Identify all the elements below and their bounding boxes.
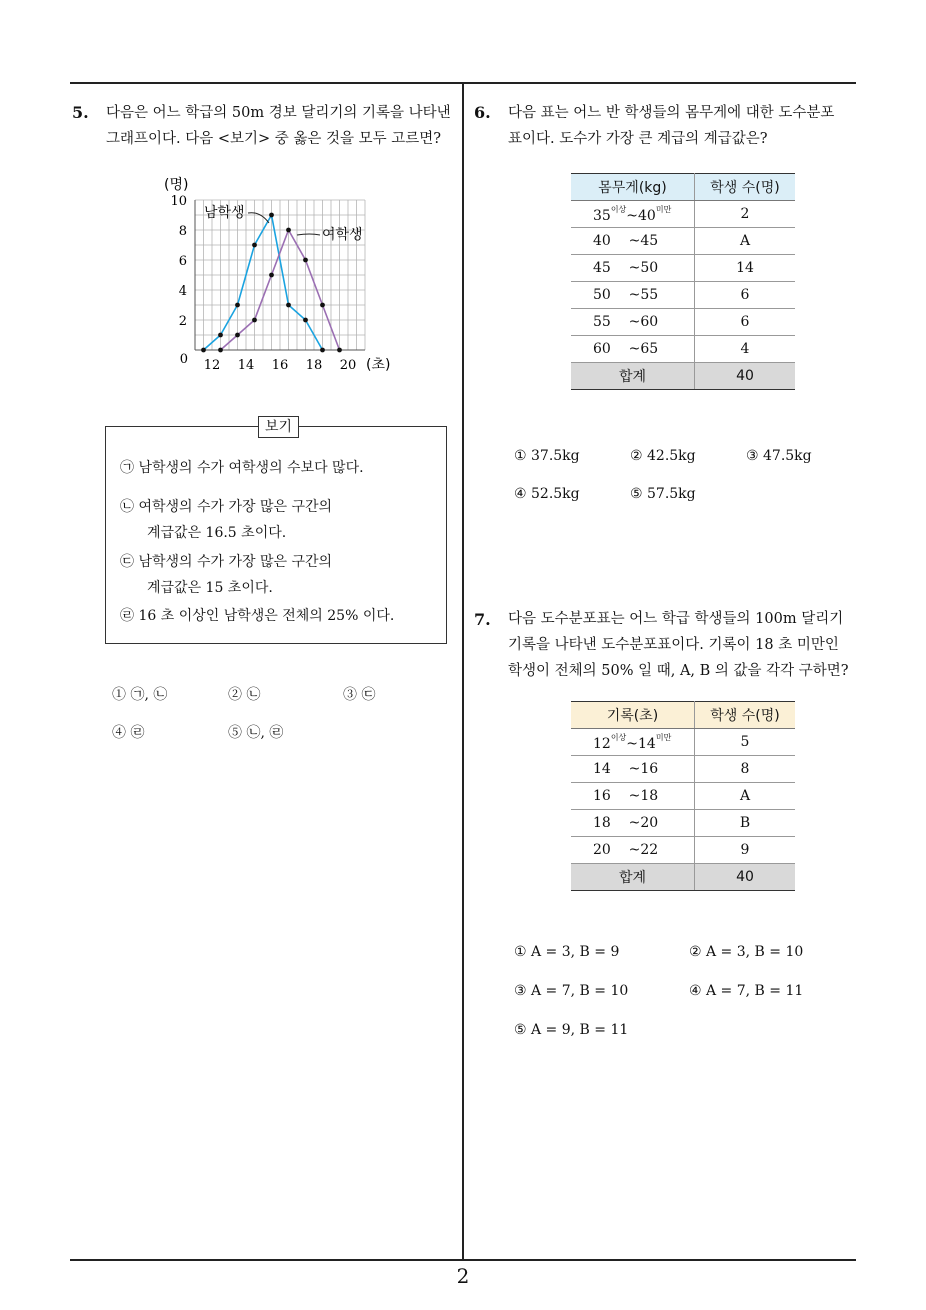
graph-y-unit: (명)	[164, 177, 189, 193]
q5-bogi-box	[105, 419, 447, 644]
q7-frequency-table	[571, 701, 795, 891]
total-label: 합계	[571, 363, 695, 390]
count-cell: 6	[695, 309, 796, 336]
count-cell: 14	[695, 255, 796, 282]
class-cell: 20 ~22	[571, 837, 695, 864]
count-cell: 2	[695, 201, 796, 228]
bogi-item-line: 계급값은 16.5 초이다.	[147, 525, 287, 541]
graph-y-ticks	[170, 194, 188, 367]
data-point	[252, 243, 257, 248]
data-point	[235, 303, 240, 308]
y-tick-label: 10	[170, 194, 187, 209]
q6-text	[508, 100, 834, 152]
data-point	[286, 303, 291, 308]
q7-text	[508, 606, 849, 684]
q6-choice-4[interactable]: ④ 52.5kg	[514, 486, 580, 502]
pointer-boys	[248, 213, 269, 223]
q5-text	[106, 100, 451, 152]
bottom-rule	[70, 1259, 856, 1261]
data-point	[252, 318, 257, 323]
class-cell: 14 ~16	[571, 756, 695, 783]
data-point	[218, 333, 223, 338]
data-point	[337, 348, 342, 353]
header-cell: 기록(초)	[571, 702, 695, 729]
label-boys: 남학생	[204, 205, 245, 221]
q6-choice-3[interactable]: ③ 47.5kg	[746, 448, 812, 464]
data-point	[286, 228, 291, 233]
data-point	[320, 303, 325, 308]
bogi-item	[120, 603, 394, 629]
q7-line: 다음 도수분포표는 어느 학급 학생들의 100m 달리기	[508, 611, 844, 627]
data-point	[303, 318, 308, 323]
x-tick-label: 18	[305, 358, 323, 373]
header-cell: 학생 수(명)	[695, 702, 796, 729]
table-header-row	[571, 174, 795, 201]
q7-line: 학생이 전체의 50% 일 때, A, B 의 값을 각각 구하면?	[508, 663, 849, 679]
x-tick-label: 12	[203, 358, 221, 373]
q6-line: 다음 표는 어느 반 학생들의 몸무게에 대한 도수분포	[508, 105, 835, 121]
total-label: 합계	[571, 864, 695, 891]
class-cell: 18 ~20	[571, 810, 695, 837]
bogi-item	[120, 494, 332, 546]
q5-number: 5.	[72, 103, 89, 122]
class-cell: 16 ~18	[571, 783, 695, 810]
bogi-item	[120, 549, 332, 601]
table-row	[571, 810, 795, 837]
table-total-row	[571, 363, 795, 390]
bogi-item	[120, 455, 364, 481]
bogi-item-line: ㉣ 16 초 이상인 남학생은 전체의 25% 이다.	[120, 608, 395, 624]
q7-number: 7.	[474, 610, 491, 629]
page-number: 2	[456, 1264, 470, 1288]
data-point	[269, 213, 274, 218]
bogi-item-line: ㉡ 여학생의 수가 가장 많은 구간의	[120, 499, 333, 515]
graph-x-ticks	[204, 358, 357, 373]
q7-line: 기록을 나타낸 도수분포표이다. 기록이 18 초 미만인	[508, 637, 839, 653]
q5-line: 그래프이다. 다음 <보기> 중 옳은 것을 모두 고르면?	[106, 131, 442, 147]
class-cell: $35^{이상}\sim 40^{미만}$	[571, 201, 695, 228]
table-total-row	[571, 864, 795, 891]
table-row	[571, 837, 795, 864]
q5-line: 다음은 어느 학급의 50m 경보 달리기의 기록을 나타낸	[106, 105, 451, 121]
class-cell: 40 ~45	[571, 228, 695, 255]
total-value: 40	[695, 363, 796, 390]
data-point	[320, 348, 325, 353]
table-row	[571, 756, 795, 783]
data-point	[201, 348, 206, 353]
bogi-title: 보기	[258, 416, 299, 438]
bogi-item-line: ㉢ 남학생의 수가 가장 많은 구간의	[120, 554, 333, 570]
y-tick-label: 4	[178, 284, 187, 299]
q5-choice-4[interactable]: ④ ㉣	[112, 725, 145, 741]
count-cell: A	[695, 783, 796, 810]
q7-choice-4[interactable]: ④ A = 7, B = 11	[689, 983, 804, 999]
q6-choice-1[interactable]: ① 37.5kg	[514, 448, 580, 464]
y-tick-label: 6	[178, 254, 187, 269]
header-cell: 몸무게(kg)	[571, 174, 695, 201]
table-row	[571, 228, 795, 255]
q6-choice-5[interactable]: ⑤ 57.5kg	[630, 486, 696, 502]
q6-number: 6.	[474, 103, 491, 122]
count-cell: B	[695, 810, 796, 837]
x-tick-label: 14	[237, 358, 255, 373]
graph-x-unit: (초)	[366, 357, 391, 373]
count-cell: 9	[695, 837, 796, 864]
table-row	[571, 255, 795, 282]
class-cell: 45 ~50	[571, 255, 695, 282]
header-cell: 학생 수(명)	[695, 174, 796, 201]
q7-choice-5[interactable]: ⑤ A = 9, B = 11	[514, 1022, 629, 1038]
graph-grid	[195, 200, 365, 350]
y-tick-label: 2	[178, 314, 187, 329]
table-row	[571, 282, 795, 309]
x-tick-label: 20	[339, 358, 357, 373]
pointer-girls	[297, 234, 320, 235]
data-point	[269, 273, 274, 278]
table-header-row	[571, 702, 795, 729]
q7-choice-1[interactable]: ① A = 3, B = 9	[514, 944, 620, 960]
bogi-item-line: ㉠ 남학생의 수가 여학생의 수보다 많다.	[120, 460, 364, 476]
table-row	[571, 309, 795, 336]
class-cell: $12^{이상}\sim 14^{미만}$	[571, 729, 695, 756]
count-cell: 6	[695, 282, 796, 309]
y-tick-label: 8	[178, 224, 187, 239]
table-row	[571, 783, 795, 810]
count-cell: 5	[695, 729, 796, 756]
q7-choice-2[interactable]: ② A = 3, B = 10	[689, 944, 804, 960]
y-tick-label: 0	[179, 352, 188, 367]
data-point	[235, 333, 240, 338]
class-cell: 55 ~60	[571, 309, 695, 336]
q5-line-graph	[160, 175, 400, 380]
q6-line: 표이다. 도수가 가장 큰 계급의 계급값은?	[508, 131, 768, 147]
column-divider	[462, 82, 464, 1260]
count-cell: 4	[695, 336, 796, 363]
q7-choice-3[interactable]: ③ A = 7, B = 10	[514, 983, 629, 999]
q5-choice-2[interactable]: ② ㉡	[228, 687, 261, 703]
bogi-item-line: 계급값은 15 초이다.	[147, 580, 273, 596]
q6-choice-2[interactable]: ② 42.5kg	[630, 448, 696, 464]
class-cell: 50 ~55	[571, 282, 695, 309]
table-row	[571, 336, 795, 363]
data-point	[218, 348, 223, 353]
q6-frequency-table	[571, 173, 795, 390]
label-girls: 여학생	[322, 227, 363, 243]
data-point	[303, 258, 308, 263]
count-cell: 8	[695, 756, 796, 783]
q5-choice-3[interactable]: ③ ㉢	[343, 687, 376, 703]
table-row	[571, 201, 795, 228]
q5-choice-1[interactable]: ① ㉠, ㉡	[112, 687, 168, 703]
class-cell: 60 ~65	[571, 336, 695, 363]
q5-choice-5[interactable]: ⑤ ㉡, ㉣	[228, 725, 284, 741]
table-row	[571, 729, 795, 756]
x-tick-label: 16	[271, 358, 289, 373]
count-cell: A	[695, 228, 796, 255]
total-value: 40	[695, 864, 796, 891]
